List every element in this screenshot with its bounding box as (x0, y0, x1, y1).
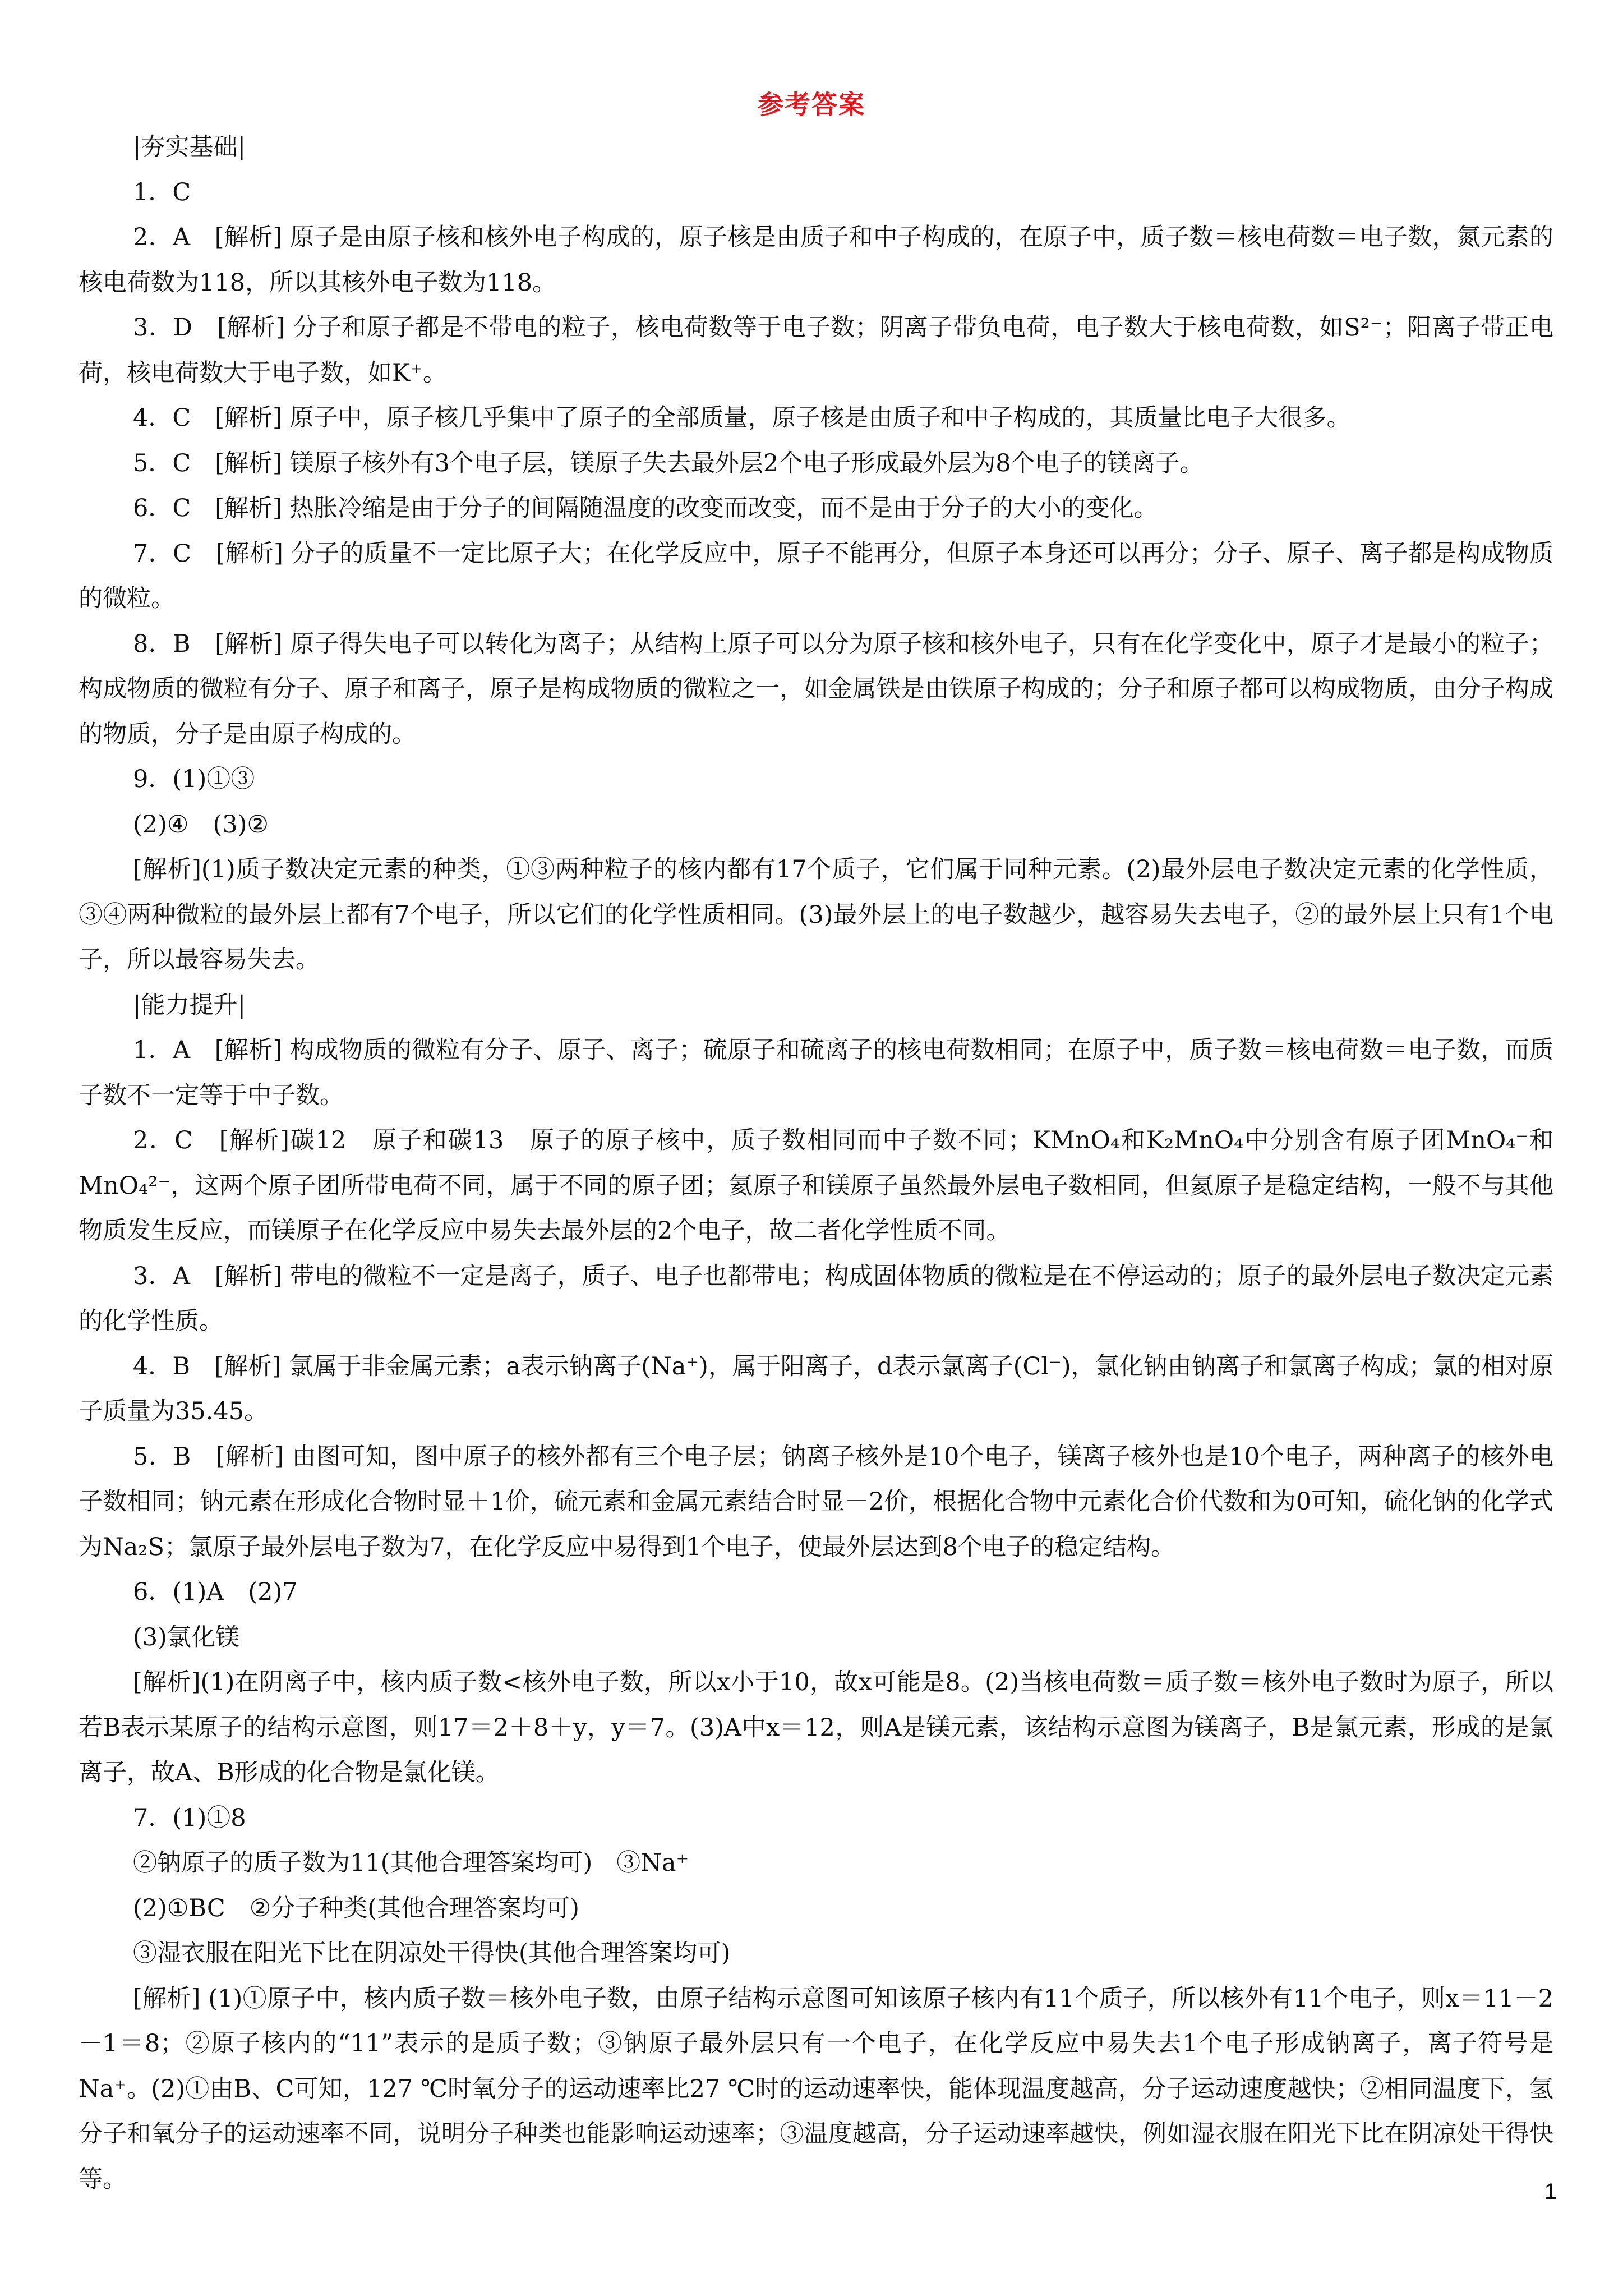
answer-paragraph: 4．C [解析] 原子中，原子核几乎集中了原子的全部质量，原子核是由质子和中子构成的，其质量比电子大很多。 (133, 404, 1351, 432)
analysis-paragraph: [解析](1)质子数决定元素的种类，①③两种粒子的核内都有17个质子，它们属于同种元素。(2)最外层电子数决定元素的化学性质，③④两种微粒的最外层上都有7个电子，所以它们的化学性质相同。(3)最外层上的电子数越少，越容易失去电子，②的最外层上只有1个电子，所以最容易失去。 (79, 855, 1553, 974)
answer-paragraph: ②钠原子的质子数为11(其他合理答案均可) ③Na⁺ (133, 1849, 689, 1877)
answer-paragraph: 1．A [解析] 构成物质的微粒有分子、原子、离子；硫原子和硫离子的核电荷数相同；在原子中，质子数＝核电荷数＝电子数，而质子数不一定等于中子数。 (79, 1036, 1553, 1110)
section-heading-basics: |夯实基础| (133, 133, 246, 161)
page-number: 1 (1544, 2179, 1557, 2204)
page-title: 参考答案 (758, 89, 865, 119)
answer-paragraph: 3．D [解析] 分子和原子都是不带电的粒子，核电荷数等于电子数；阴离子带负电荷，电子数大于核电荷数，如S²⁻；阳离子带正电荷，核电荷数大于电子数，如K⁺。 (79, 314, 1553, 387)
answer-paragraph: 8．B [解析] 原子得失电子可以转化为离子；从结构上原子可以分为原子核和核外电子，只有在化学变化中，原子才是最小的粒子；构成物质的微粒有分子、原子和离子，原子是构成物质的微粒之一，如金属铁是由铁原子构成的；分子和原子都可以构成物质，由分子构成的物质，分子是由原子构成的。 (79, 629, 1553, 748)
answer-paragraph: 3．A [解析] 带电的微粒不一定是离子，质子、电子也都带电；构成固体物质的微粒是在不停运动的；原子的最外层电子数决定元素的化学性质。 (79, 1262, 1553, 1335)
analysis-paragraph: [解析](1)在阴离子中，核内质子数<核外电子数，所以x小于10，故x可能是8。(2)当核电荷数＝质子数＝核外电子数时为原子，所以若B表示某原子的结构示意图，则17＝2＋8＋y，y＝7。(3)A中x＝12，则A是镁元素，该结构示意图为镁离子，B是氯元素，形成的是氯离子，故A、B形成的化合物是氯化镁。 (79, 1668, 1553, 1787)
answer-body (79, 125, 1553, 2202)
answer-paragraph: 7．C [解析] 分子的质量不一定比原子大；在化学反应中，原子不能再分，但原子本身还可以再分；分子、原子、离子都是构成物质的微粒。 (79, 539, 1553, 613)
answer-paragraph: 5．B [解析] 由图可知，图中原子的核外都有三个电子层；钠离子核外是10个电子，镁离子核外也是10个电子，两种离子的核外电子数相同；钠元素在形成化合物时显＋1价，硫元素和金属元素结合时显－2价，根据化合物中元素化合价代数和为0可知，硫化钠的化学式为Na₂S；氯原子最外层电子数为7，在化学反应中易得到1个电子，使最外层达到8个电子的稳定结构。 (79, 1442, 1553, 1561)
answer-paragraph: (2)④ (3)② (133, 810, 269, 839)
answer-paragraph: 2．A [解析] 原子是由原子核和核外电子构成的，原子核是由质子和中子构成的，在原子中，质子数＝核电荷数＝电子数，氮元素的核电荷数为118，所以其核外电子数为118。 (79, 223, 1553, 297)
answer-paragraph: 5．C [解析] 镁原子核外有3个电子层，镁原子失去最外层2个电子形成最外层为8个电子的镁离子。 (133, 449, 1204, 477)
section-heading-advanced: |能力提升| (133, 991, 246, 1019)
answer-paragraph: 6．(1)A (2)7 (133, 1578, 298, 1606)
answer-paragraph: 2．C [解析]碳12 原子和碳13 原子的原子核中，质子数相同而中子数不同；KMnO₄和K₂MnO₄中分别含有原子团MnO₄⁻和MnO₄²⁻，这两个原子团所带电荷不同，属于不同的原子团；氦原子和镁原子虽然最外层电子数相同，但氦原子是稳定结构，一般不与其他物质发生反应，而镁原子在化学反应中易失去最外层的2个电子，故二者化学性质不同。 (79, 1126, 1553, 1245)
analysis-paragraph: [解析] (1)①原子中，核内质子数＝核外电子数，由原子结构示意图可知该原子核内有11个质子，所以核外有11个电子，则x＝11－2－1＝8；②原子核内的“11”表示的是质子数；③钠原子最外层只有一个电子，在化学反应中易失去1个电子形成钠离子，离子符号是Na⁺。(2)①由B、C可知，127 ℃时氧分子的运动速率比27 ℃时的运动速率快，能体现温度越高，分子运动速度越快；②相同温度下，氢分子和氧分子的运动速率不同，说明分子种类也能影响运动速率；③温度越高，分子运动速率越快，例如湿衣服在阳光下比在阴凉处干得快等。 (79, 1984, 1553, 2193)
answer-paragraph: 7．(1)①8 (133, 1803, 246, 1832)
answer-paragraph: 9．(1)①③ (133, 765, 255, 793)
answer-paragraph: 1．C (133, 178, 191, 206)
answer-paragraph: (3)氯化镁 (133, 1623, 239, 1651)
answer-paragraph: ③湿衣服在阳光下比在阴凉处干得快(其他合理答案均可) (133, 1939, 731, 1967)
answer-paragraph: (2)①BC ②分子种类(其他合理答案均可) (133, 1894, 579, 1922)
answer-paragraph: 6．C [解析] 热胀冷缩是由于分子的间隔随温度的改变而改变，而不是由于分子的大小的变化。 (133, 494, 1158, 522)
answer-paragraph: 4．B [解析] 氯属于非金属元素；a表示钠离子(Na⁺)，属于阳离子，d表示氯离子(Cl⁻)，氯化钠由钠离子和氯离子构成；氯的相对原子质量为35.45。 (79, 1352, 1553, 1425)
